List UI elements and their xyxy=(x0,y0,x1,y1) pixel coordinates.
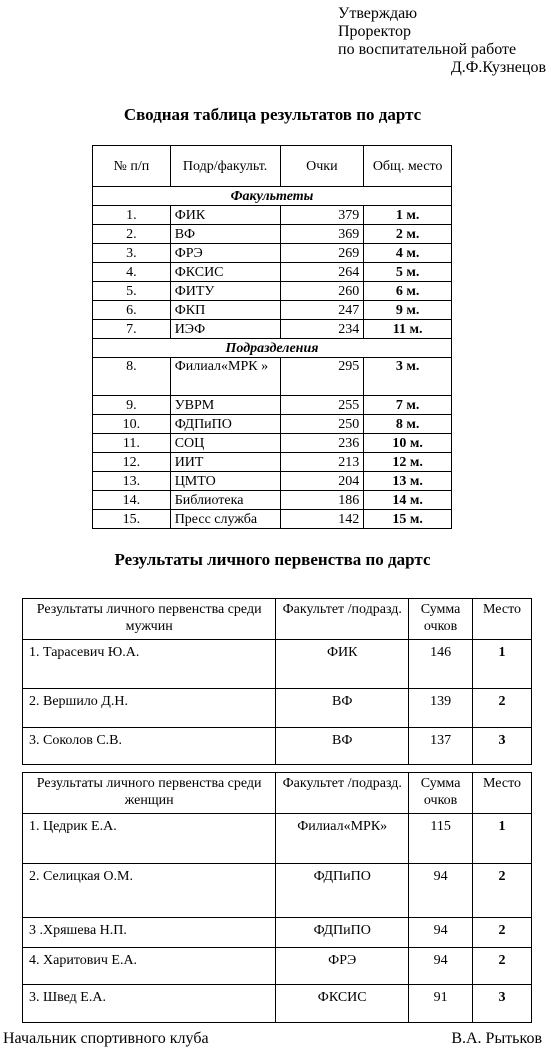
row-place: 2 xyxy=(473,918,532,948)
women-header-name: Результаты личного первенства среди женщин xyxy=(23,773,276,814)
row-num: 9. xyxy=(93,396,171,415)
table-row xyxy=(23,864,532,918)
table-row xyxy=(93,263,452,282)
row-place: 2 xyxy=(473,948,532,985)
header-num: № п/п xyxy=(93,146,171,187)
table-row xyxy=(93,320,452,339)
table-row xyxy=(23,918,532,948)
row-place: 11 м. xyxy=(364,320,452,339)
row-place: 2 xyxy=(473,689,532,728)
row-num: 13. xyxy=(93,472,171,491)
row-num: 12. xyxy=(93,453,171,472)
row-unit: ФИК xyxy=(170,206,280,225)
table-row xyxy=(93,301,452,320)
row-num: 6. xyxy=(93,301,171,320)
table-row xyxy=(23,948,532,985)
row-unit: Пресс служба xyxy=(170,510,280,529)
row-unit: ВФ xyxy=(276,689,409,728)
approval-line-1: Утверждаю xyxy=(338,5,418,22)
row-points: 269 xyxy=(280,244,364,263)
row-name: 3 .Хряшева Н.П. xyxy=(23,918,276,948)
row-points: 236 xyxy=(280,434,364,453)
row-place: 5 м. xyxy=(364,263,452,282)
row-unit: Филиал«МРК» xyxy=(276,814,409,864)
summary-header-row xyxy=(93,146,452,187)
row-points: 213 xyxy=(280,453,364,472)
table-row xyxy=(23,728,532,765)
row-num: 14. xyxy=(93,491,171,510)
table-row xyxy=(93,472,452,491)
row-num: 3. xyxy=(93,244,171,263)
group-departments: Подразделения xyxy=(93,339,452,358)
row-place: 10 м. xyxy=(364,434,452,453)
row-sum: 94 xyxy=(409,864,473,918)
header-points: Очки xyxy=(280,146,364,187)
table-row xyxy=(93,491,452,510)
row-points: 379 xyxy=(280,206,364,225)
row-sum: 91 xyxy=(409,985,473,1023)
row-place: 13 м. xyxy=(364,472,452,491)
group-faculties: Факультеты xyxy=(93,187,452,206)
row-place: 4 м. xyxy=(364,244,452,263)
men-header-place: Место xyxy=(473,599,532,640)
row-sum: 146 xyxy=(409,640,473,689)
table-row xyxy=(93,244,452,263)
men-header-row xyxy=(23,599,532,640)
row-unit: ФРЭ xyxy=(170,244,280,263)
row-place: 14 м. xyxy=(364,491,452,510)
row-unit: ИИТ xyxy=(170,453,280,472)
row-points: 204 xyxy=(280,472,364,491)
row-unit: ФИК xyxy=(276,640,409,689)
row-unit: ФДПиПО xyxy=(276,918,409,948)
row-num: 2. xyxy=(93,225,171,244)
approval-block xyxy=(338,5,546,77)
row-sum: 137 xyxy=(409,728,473,765)
row-name: 3. Швед Е.А. xyxy=(23,985,276,1023)
row-unit: ФДПиПО xyxy=(170,415,280,434)
row-sum: 94 xyxy=(409,918,473,948)
row-place: 6 м. xyxy=(364,282,452,301)
row-points: 250 xyxy=(280,415,364,434)
row-unit: ФКП xyxy=(170,301,280,320)
women-header-unit: Факультет /подразд. xyxy=(276,773,409,814)
table-row xyxy=(23,985,532,1023)
men-header-unit: Факультет /подразд. xyxy=(276,599,409,640)
summary-title: Сводная таблица результатов по дартс xyxy=(123,105,422,124)
men-table xyxy=(22,598,532,765)
table-row xyxy=(23,640,532,689)
row-sum: 139 xyxy=(409,689,473,728)
row-num: 5. xyxy=(93,282,171,301)
row-points: 255 xyxy=(280,396,364,415)
row-place: 2 xyxy=(473,864,532,918)
men-header-sum: Сумма очков xyxy=(409,599,473,640)
row-place: 3 xyxy=(473,728,532,765)
table-row xyxy=(93,510,452,529)
row-points: 142 xyxy=(280,510,364,529)
row-place: 1 xyxy=(473,814,532,864)
women-header-place: Место xyxy=(473,773,532,814)
row-unit: ФКСИС xyxy=(170,263,280,282)
row-unit: ФКСИС xyxy=(276,985,409,1023)
summary-table xyxy=(92,145,452,529)
row-unit: УВРМ xyxy=(170,396,280,415)
table-row xyxy=(93,358,452,396)
row-num: 1. xyxy=(93,206,171,225)
women-header-row xyxy=(23,773,532,814)
footer-name: В.А. Рытьков xyxy=(451,1030,542,1047)
row-place: 2 м. xyxy=(364,225,452,244)
row-unit: ФРЭ xyxy=(276,948,409,985)
row-num: 4. xyxy=(93,263,171,282)
table-row xyxy=(93,396,452,415)
footer-position: Начальник спортивного клуба xyxy=(3,1030,209,1047)
row-num: 8. xyxy=(93,358,171,396)
table-row xyxy=(93,282,452,301)
row-points: 264 xyxy=(280,263,364,282)
row-points: 369 xyxy=(280,225,364,244)
row-name: 1. Цедрик Е.А. xyxy=(23,814,276,864)
table-row xyxy=(93,415,452,434)
row-unit: Филиал«МРК » xyxy=(170,358,280,396)
row-place: 8 м. xyxy=(364,415,452,434)
row-place: 9 м. xyxy=(364,301,452,320)
row-place: 3 xyxy=(473,985,532,1023)
row-name: 2. Селицкая О.М. xyxy=(23,864,276,918)
approval-line-3: по воспитательной работе xyxy=(338,41,517,58)
women-header-sum: Сумма очков xyxy=(409,773,473,814)
row-points: 295 xyxy=(280,358,364,396)
row-sum: 94 xyxy=(409,948,473,985)
personal-title: Результаты личного первенства по дартс xyxy=(114,550,431,569)
header-unit: Подр/факульт. xyxy=(170,146,280,187)
row-unit: СОЦ xyxy=(170,434,280,453)
row-unit: ФИТУ xyxy=(170,282,280,301)
row-place: 1 м. xyxy=(364,206,452,225)
row-unit: ФДПиПО xyxy=(276,864,409,918)
row-place: 15 м. xyxy=(364,510,452,529)
row-points: 260 xyxy=(280,282,364,301)
row-name: 4. Харитович Е.А. xyxy=(23,948,276,985)
row-num: 10. xyxy=(93,415,171,434)
row-num: 11. xyxy=(93,434,171,453)
table-row xyxy=(23,689,532,728)
table-row xyxy=(23,814,532,864)
row-unit: ВФ xyxy=(170,225,280,244)
row-unit: Библиотека xyxy=(170,491,280,510)
row-unit: ЦМТО xyxy=(170,472,280,491)
row-name: 2. Вершило Д.Н. xyxy=(23,689,276,728)
row-name: 3. Соколов С.В. xyxy=(23,728,276,765)
men-header-name: Результаты личного первенства среди мужчин xyxy=(23,599,276,640)
row-points: 186 xyxy=(280,491,364,510)
women-table xyxy=(22,772,532,1023)
approval-name: Д.Ф.Кузнецов xyxy=(450,59,546,76)
row-num: 7. xyxy=(93,320,171,339)
row-points: 247 xyxy=(280,301,364,320)
row-unit: ИЭФ xyxy=(170,320,280,339)
row-name: 1. Тарасевич Ю.А. xyxy=(23,640,276,689)
row-place: 1 xyxy=(473,640,532,689)
row-place: 7 м. xyxy=(364,396,452,415)
header-place: Общ. место xyxy=(364,146,452,187)
row-unit: ВФ xyxy=(276,728,409,765)
row-points: 234 xyxy=(280,320,364,339)
approval-line-2: Проректор xyxy=(338,23,411,40)
row-place: 3 м. xyxy=(364,358,452,396)
table-row xyxy=(93,453,452,472)
row-sum: 115 xyxy=(409,814,473,864)
table-row xyxy=(93,206,452,225)
row-num: 15. xyxy=(93,510,171,529)
row-place: 12 м. xyxy=(364,453,452,472)
table-row xyxy=(93,225,452,244)
table-row xyxy=(93,434,452,453)
